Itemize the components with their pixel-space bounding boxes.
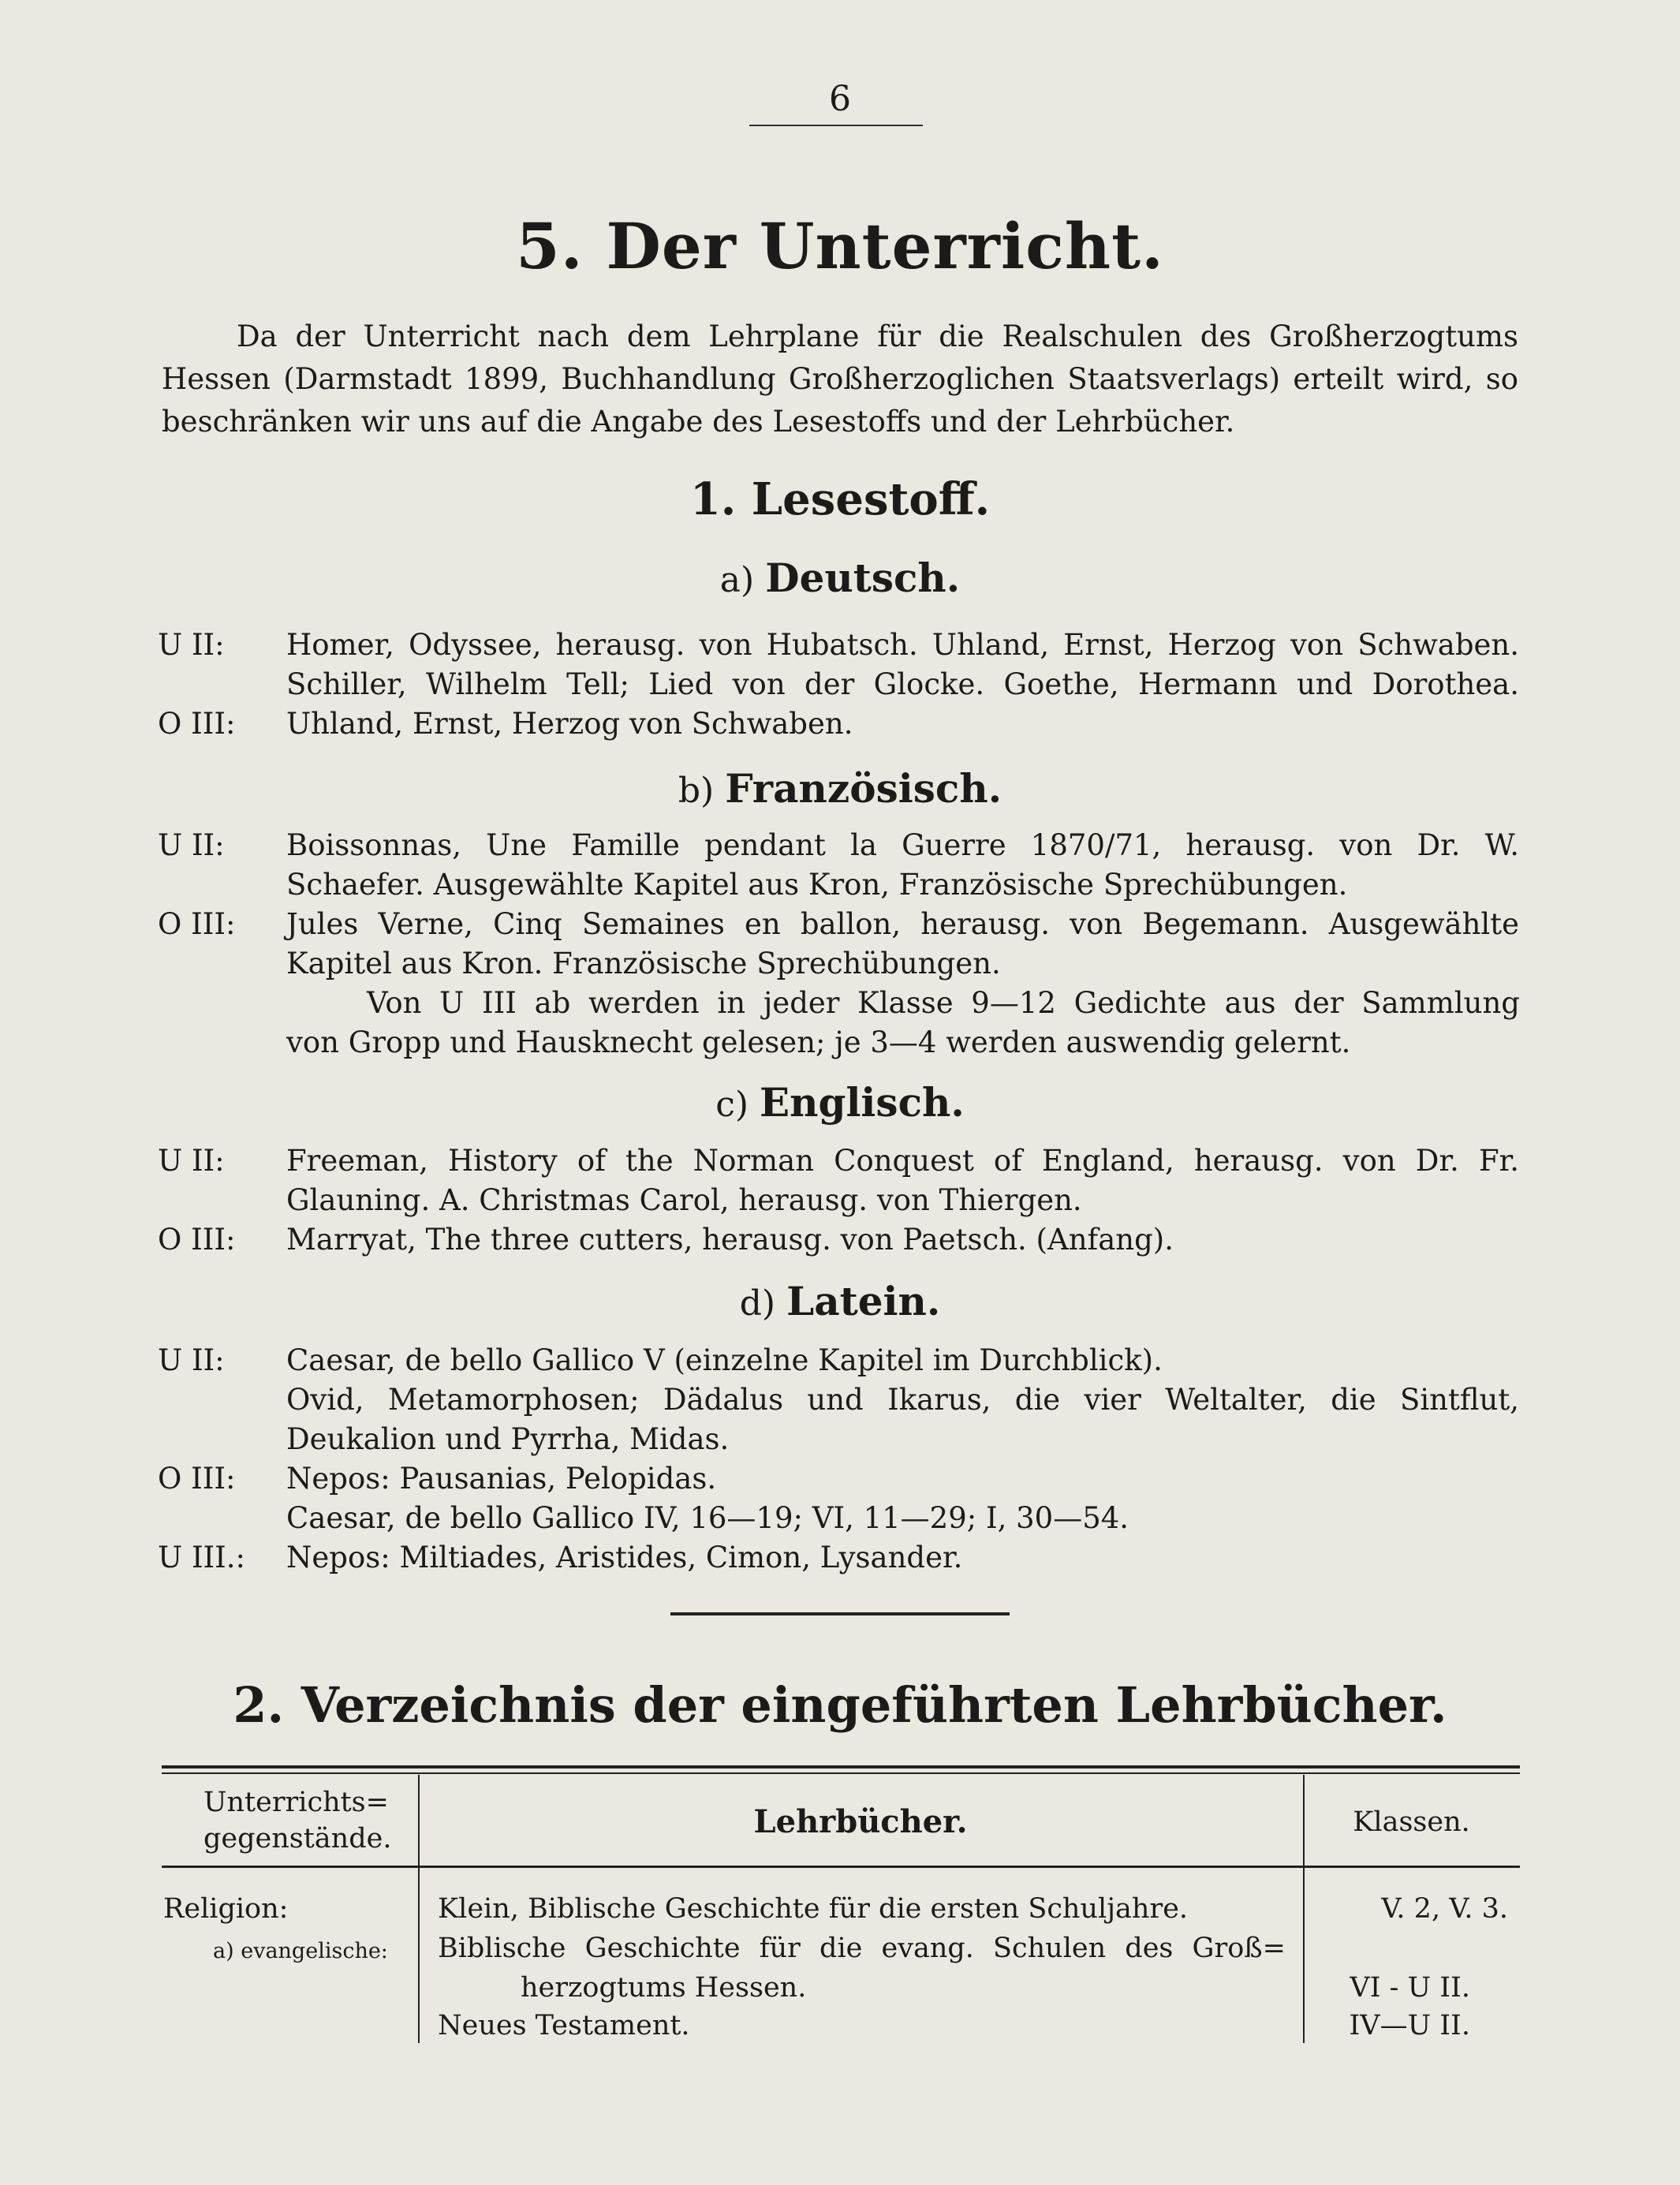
row-text: Homer, Odyssee, herausg. von Hubatsch. Uhland, Ernst, Herzog von Schwaben. (286, 628, 1519, 662)
intro-line-1: Da der Unterricht nach dem Lehrplane für die Realschulen des Großherzogtums (237, 319, 1518, 353)
row-text: Jules Verne, Cinq Semaines en ballon, herausg. von Begemann. Ausgewählte (286, 907, 1519, 941)
row-text: Caesar, de bello Gallico V (einzelne Kapitel im Durchblick). (286, 1343, 1163, 1377)
text-row (158, 1144, 1522, 1186)
text-row (158, 828, 1522, 871)
text-row (158, 868, 1522, 910)
class-label: O III: (158, 707, 236, 741)
subsection-latein-heading (0, 1278, 1680, 1324)
text-row (158, 1343, 1522, 1386)
chapter-title: 5. Der Unterricht. (516, 209, 1164, 283)
table-header-rule (162, 1866, 1520, 1868)
text-row (158, 947, 1522, 989)
subject-evangelisch: a) evangelische: (213, 1939, 388, 1963)
heading-text: Latein. (786, 1278, 941, 1324)
section-1-title: 1. Lesestoff. (689, 473, 991, 525)
row-text: Freeman, History of the Norman Conquest of England, herausg. von Dr. Fr. (286, 1144, 1519, 1178)
subsection-deutsch-heading (0, 555, 1680, 601)
intro-line-2: Hessen (Darmstadt 1899, Buchhandlung Großherzoglichen Staatsverlags) erteilt wird, so (162, 362, 1518, 396)
text-row (158, 1462, 1522, 1504)
row-text: Uhland, Ernst, Herzog von Schwaben. (286, 707, 853, 741)
table-row-book: Biblische Geschichte für die evang. Schulen des Groß= (438, 1933, 1286, 1964)
table-row-book: herzogtums Hessen. (521, 1972, 807, 2004)
heading-text: Englisch. (760, 1079, 965, 1126)
table-row-classes: V. 2, V. 3. (1381, 1893, 1508, 1925)
text-row (158, 1541, 1522, 1583)
heading-text: Französisch. (725, 765, 1002, 812)
table-top-rule (162, 1765, 1520, 1769)
heading-letter: d) (739, 1283, 776, 1324)
row-text: Nepos: Miltiades, Aristides, Cimon, Lysander. (286, 1541, 963, 1574)
text-row (158, 986, 1522, 1029)
text-row (158, 628, 1522, 670)
row-text: Marryat, The three cutters, herausg. von Paetsch. (Anfang). (286, 1223, 1174, 1257)
class-label: U II: (158, 1343, 225, 1377)
text-row (158, 1183, 1522, 1226)
table-row-book: Klein, Biblische Geschichte für die ersten Schuljahre. (438, 1893, 1189, 1925)
class-label: O III: (158, 907, 236, 941)
page-number-rule (749, 125, 923, 126)
heading-letter: c) (715, 1085, 749, 1125)
class-label: O III: (158, 1462, 236, 1496)
class-label: U II: (158, 828, 225, 862)
row-text: Boissonnas, Une Famille pendant la Guerre 1870/71, herausg. von Dr. W. (286, 828, 1519, 862)
intro-line-3: beschränken wir uns auf die Angabe des Lesestoffs und der Lehrbücher. (162, 405, 1235, 439)
row-text: Nepos: Pausanias, Pelopidas. (286, 1462, 717, 1496)
class-label: O III: (158, 1223, 236, 1257)
heading-text: Deutsch. (765, 555, 961, 601)
text-row (158, 907, 1522, 950)
section-2-title: 2. Verzeichnis der eingeführten Lehrbücher. (233, 1676, 1447, 1734)
row-text: Von U III ab werden in jeder Klasse 9—12 Gedichte aus der Sammlung (367, 986, 1520, 1020)
text-row (158, 1501, 1522, 1544)
text-row (158, 707, 1522, 749)
class-label: U II: (158, 1144, 225, 1178)
row-text: Caesar, de bello Gallico IV, 16—19; VI, 11—29; I, 30—54. (286, 1501, 1129, 1535)
row-text: Kapitel aus Kron. Französische Sprechübungen. (286, 947, 1001, 980)
text-row (158, 1422, 1522, 1465)
subsection-franzoesisch-heading (0, 765, 1680, 812)
text-row (158, 1383, 1522, 1425)
subsection-englisch-heading (0, 1079, 1680, 1126)
text-row (158, 1223, 1522, 1265)
table-row-book: Neues Testament. (438, 2010, 690, 2041)
text-row (158, 667, 1522, 710)
table-row-classes: VI - U II. (1350, 1972, 1470, 2004)
header-classes: Klassen. (1353, 1806, 1470, 1838)
header-subject (203, 1784, 391, 1857)
section-divider (670, 1612, 1010, 1615)
subject-religion: Religion: (163, 1893, 289, 1925)
table-row-classes: IV—U II. (1349, 2010, 1470, 2041)
row-text: Schiller, Wilhelm Tell; Lied von der Glocke. Goethe, Hermann und Dorothea. (286, 667, 1519, 701)
header-subject-line-1: Unterrichts= (203, 1787, 389, 1818)
class-label: U III.: (158, 1541, 246, 1574)
table-top-rule-thin (162, 1772, 1520, 1774)
class-label: U II: (158, 628, 225, 662)
row-text: Ovid, Metamorphosen; Dädalus und Ikarus, die vier Weltalter, die Sintflut, (286, 1383, 1519, 1417)
heading-letter: b) (678, 771, 715, 811)
row-text: Glauning. A. Christmas Carol, herausg. von Thiergen. (286, 1183, 1082, 1217)
row-text: von Gropp und Hausknecht gelesen; je 3—4 werden auswendig gelernt. (286, 1025, 1351, 1059)
header-books: Lehrbücher. (753, 1803, 968, 1840)
text-row (158, 1025, 1522, 1068)
page-number: 6 (829, 79, 851, 119)
intro-paragraph (162, 316, 1518, 443)
row-text: Schaefer. Ausgewählte Kapitel aus Kron, Französische Sprechübungen. (286, 868, 1348, 902)
heading-letter: a) (719, 560, 755, 600)
header-subject-line-2: gegenstände. (203, 1823, 392, 1854)
row-text: Deukalion und Pyrrha, Midas. (286, 1422, 730, 1456)
